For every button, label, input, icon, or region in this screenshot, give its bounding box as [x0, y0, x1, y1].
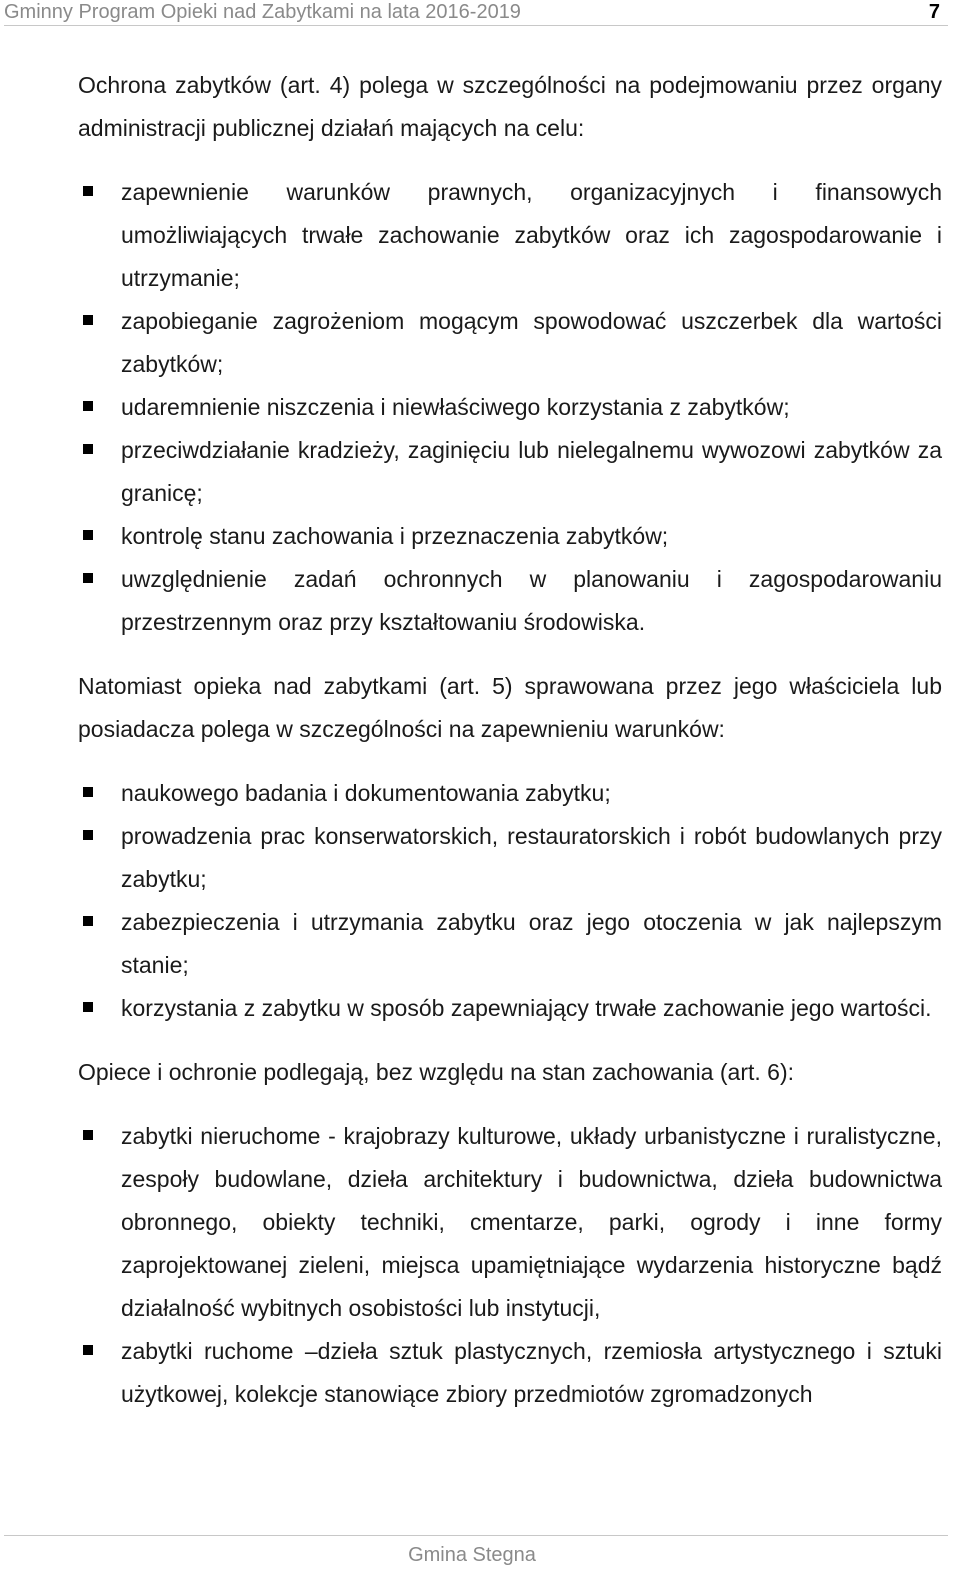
list-item: [78, 901, 942, 987]
list-item: [78, 429, 942, 515]
list-item: [78, 1330, 942, 1416]
square-bullet-icon: [83, 1130, 93, 1140]
section-2-list: [78, 772, 942, 1030]
section-1-intro: Ochrona zabytków (art. 4) polega w szczególności na podejmowaniu przez organy administracji publicznej działań mających na celu:: [78, 72, 942, 141]
list-item-text: korzystania z zabytku w sposób zapewniający trwałe zachowanie jego wartości.: [121, 995, 932, 1021]
list-item: [78, 300, 942, 386]
list-item: [78, 987, 942, 1030]
square-bullet-icon: [83, 830, 93, 840]
square-bullet-icon: [83, 315, 93, 325]
list-item: [78, 558, 942, 644]
square-bullet-icon: [83, 787, 93, 797]
header-divider: [4, 25, 948, 26]
list-item: [78, 772, 942, 815]
section-3-intro: Opiece i ochronie podlegają, bez względu na stan zachowania (art. 6):: [78, 1059, 794, 1085]
page-number: 7: [928, 1, 940, 23]
square-bullet-icon: [83, 186, 93, 196]
list-item-text: udaremnienie niszczenia i niewłaściwego korzystania z zabytków;: [121, 394, 790, 420]
list-item: [78, 171, 942, 300]
list-item-text: kontrolę stanu zachowania i przeznaczenia zabytków;: [121, 523, 669, 549]
list-item-text: naukowego badania i dokumentowania zabytku;: [121, 780, 611, 806]
section-3-list: [78, 1115, 942, 1416]
list-item: [78, 815, 942, 901]
list-item-text: zapobieganie zagrożeniom mogącym spowodować uszczerbek dla wartości zabytków;: [121, 308, 942, 377]
page-header: [0, 0, 948, 24]
square-bullet-icon: [83, 1002, 93, 1012]
list-item-text: przeciwdziałanie kradzieży, zaginięciu lub nielegalnemu wywozowi zabytków za granicę;: [121, 437, 942, 506]
list-item-text: zabytki nieruchome - krajobrazy kulturowe, układy urbanistyczne i ruralistyczne, zespoły budowlane, dzieła architektury i budownictwa, dzieła budownictwa obronnego, obiekty techniki, cmentarze, parki, ogrody i inne formy zaprojektowanej zieleni, miejsca upamiętniające wydarzenia historyczne bądź działalność wybitnych osobistości lub instytucji,: [121, 1123, 942, 1321]
list-item: [78, 1115, 942, 1330]
section-2-intro: Natomiast opieka nad zabytkami (art. 5) sprawowana przez jego właściciela lub posiadacza polega w szczególności na zapewnieniu warunków:: [78, 673, 942, 742]
footer-municipality: Gmina Stegna: [408, 1544, 536, 1566]
list-item: [78, 386, 942, 429]
list-item-text: uwzględnienie zadań ochronnych w planowaniu i zagospodarowaniu przestrzennym oraz przy kształtowaniu środowiska.: [121, 566, 942, 635]
square-bullet-icon: [83, 401, 93, 411]
document-title: Gminny Program Opieki nad Zabytkami na lata 2016-2019: [4, 1, 521, 23]
section-1-list: [78, 171, 942, 644]
document-body: [78, 64, 942, 1416]
square-bullet-icon: [83, 1345, 93, 1355]
square-bullet-icon: [83, 530, 93, 540]
square-bullet-icon: [83, 444, 93, 454]
square-bullet-icon: [83, 573, 93, 583]
footer-divider: [4, 1535, 948, 1536]
list-item-text: zapewnienie warunków prawnych, organizacyjnych i finansowych umożliwiających trwałe zachowanie zabytków oraz ich zagospodarowanie i utrzymanie;: [121, 179, 942, 291]
list-item-text: zabytki ruchome –dzieła sztuk plastycznych, rzemiosła artystycznego i sztuki użytkowej, kolekcje stanowiące zbiory przedmiotów zgromadzonych: [121, 1338, 942, 1407]
list-item-text: prowadzenia prac konserwatorskich, restauratorskich i robót budowlanych przy zabytku;: [121, 823, 942, 892]
square-bullet-icon: [83, 916, 93, 926]
list-item-text: zabezpieczenia i utrzymania zabytku oraz jego otoczenia w jak najlepszym stanie;: [121, 909, 942, 978]
list-item: [78, 515, 942, 558]
